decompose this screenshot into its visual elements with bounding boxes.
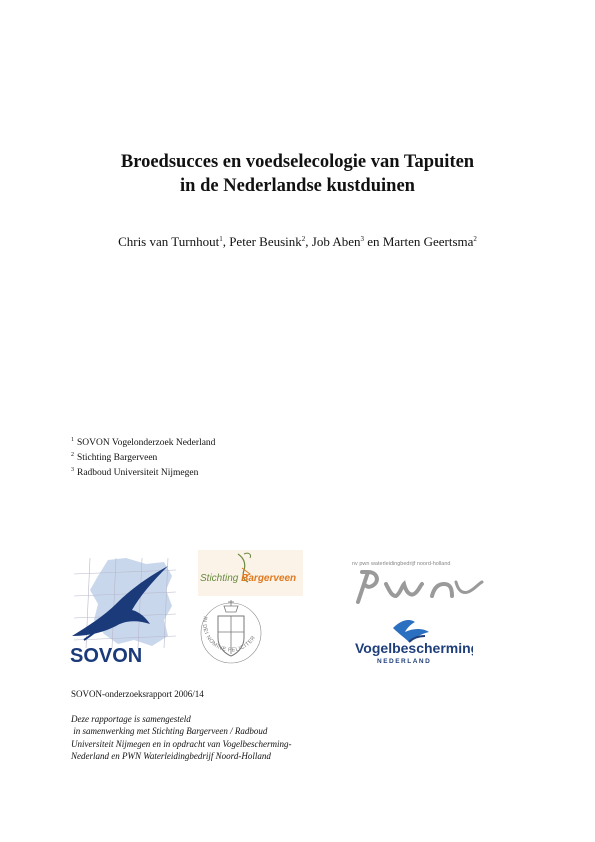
affiliation-text: Stichting Bargerveen (77, 453, 158, 463)
author-name: Job Aben (311, 234, 361, 249)
report-number: SOVON-onderzoeksrapport 2006/14 (71, 689, 204, 699)
vogelbescherming-logo (353, 616, 473, 666)
bargerveen-logo (198, 550, 303, 596)
affiliation-text: Radboud Universiteit Nijmegen (77, 468, 199, 478)
affiliation-item (71, 451, 215, 466)
author-separator: en (364, 234, 383, 249)
affiliation-item (71, 466, 215, 481)
note-line: in samenwerking met Stichting Bargerveen / Radboud (71, 726, 268, 737)
author-affil-number: 2 (473, 235, 477, 243)
author-separator: , (222, 234, 230, 249)
author-name: Marten Geertsma (382, 234, 474, 249)
pwn-logo (352, 558, 487, 608)
note-line: Nederland en PWN Waterleidingbedrijf Noord-Holland (71, 750, 271, 761)
radboud-motto: IN DEI NOMINE FELICITER (200, 615, 258, 654)
affiliation-text: SOVON Vogelonderzoek Nederland (77, 438, 216, 448)
author-affil-number: 2 (301, 235, 306, 243)
affiliation-number: 3 (71, 467, 74, 473)
bird-icon (353, 616, 473, 666)
author-name: Chris van Turnhout (118, 234, 220, 249)
radboud-logo (196, 598, 266, 668)
note-line: Universiteit Nijmegen en in opdracht van Vogelbescherming- (71, 738, 292, 749)
report-note (71, 713, 291, 762)
swallow-map-icon (68, 556, 178, 668)
author-separator: , (305, 234, 312, 249)
author-list (0, 234, 595, 250)
author-affil-number: 3 (360, 235, 365, 243)
svg-text:IN DEI NOMINE FELICITER (201, 615, 257, 653)
sovon-logo (68, 556, 178, 668)
author-affil-number: 1 (219, 235, 223, 243)
bargerveen-prefix: Stichting (200, 573, 242, 584)
pwn-wordmark-icon (352, 558, 487, 608)
author-name: Peter Beusink (229, 234, 302, 249)
svg-text:Stichting Bargerveen (200, 573, 296, 584)
affiliation-item (71, 436, 215, 451)
report-title (0, 150, 595, 198)
bargerveen-main: Bargerveen (241, 573, 297, 584)
vogelbescherming-text: Vogelbescherming (355, 640, 473, 656)
affiliation-number: 1 (71, 437, 74, 443)
sovon-logo-text: SOVON (70, 645, 143, 667)
vogelbescherming-subtext: NEDERLAND (377, 658, 432, 665)
pwn-small-text: nv pwn waterleidingbedrijf noord-holland (352, 561, 451, 567)
affiliation-number: 2 (71, 452, 74, 458)
note-line: Deze rapportage is samengesteld (71, 714, 191, 724)
bargerveen-bird-icon (198, 550, 303, 596)
title-line-2: in de Nederlandse kustduinen (180, 176, 415, 196)
affiliation-list (71, 436, 215, 481)
crest-icon (196, 598, 266, 668)
title-line-1: Broedsucces en voedselecologie van Tapuiten (120, 152, 475, 172)
